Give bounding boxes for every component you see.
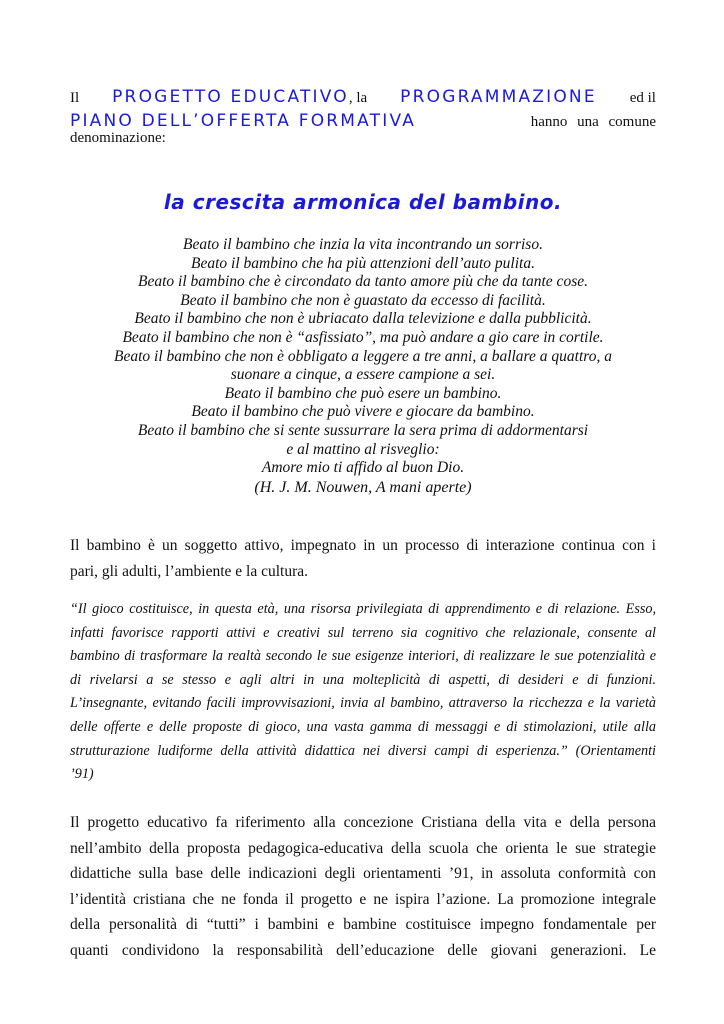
term-piano-offerta-formativa: PIANO DELL’OFFERTA FORMATIVA: [70, 111, 417, 131]
term-programmazione: PROGRAMMAZIONE: [400, 87, 597, 107]
quote-line: delle offerte e delle proposte di gioco, una vasta gamma di messaggi e di stimolazioni, utile alla: [70, 718, 656, 735]
quote-line: di rivelarsi a se stesso e agli altri in una molteplicità di aspetti, di desideri e di funzioni.: [70, 671, 656, 688]
poem-line: Beato il bambino che non è ubriacato dalla televizione e dalla pubblicità.: [134, 310, 592, 328]
section-heading: la crescita armonica del bambino.: [163, 190, 563, 214]
intro-word: , la: [348, 90, 368, 106]
quote-line: bambino di trasformare la realtà secondo le sue esigenze interiori, di realizzare le sue potenzialità e: [70, 648, 656, 665]
text-line: della personalità di “tutti” i bambini e bambine costituisce impegno fondamentale per: [70, 916, 656, 934]
poem-line: Beato il bambino che è circondato da tanto amore più che da tante cose.: [138, 273, 588, 291]
intro-word: ed il: [629, 90, 656, 106]
intro-word: hanno una comune: [530, 114, 656, 130]
intro-word: Il: [70, 90, 80, 106]
text-line: nell’ambito della proposta pedagogica-educativa della scuola che orienta le sue strategie: [70, 839, 656, 857]
poem-line: Amore mio ti affido al buon Dio.: [261, 459, 465, 477]
text-line: quanti condividono la responsabilità dell’educazione delle giovani generazioni. Le: [70, 941, 656, 959]
poem-line: Beato il bambino che inzia la vita incontrando un sorriso.: [183, 236, 543, 253]
poem-line: Beato il bambino che non è “asfissiato”, ma può andare a gio care in cortile.: [122, 328, 604, 346]
quote-line: L’insegnante, evitando facili improvvisazioni, invia al bambino, attraverso la ricchezza e la varietà: [70, 695, 656, 712]
poem-author: (H. J. M. Nouwen, A mani aperte): [254, 478, 472, 496]
intro-line-3: denominazione:: [70, 130, 166, 146]
text-line: pari, gli adulti, l’ambiente e la cultura.: [70, 563, 309, 580]
poem-line: Beato il bambino che può vivere e giocare da bambino.: [191, 403, 535, 421]
paragraph-progetto-educativo: [70, 810, 656, 964]
quote-line: ’91): [70, 766, 94, 783]
text-line: Il bambino è un soggetto attivo, impegnato in un processo di interazione continua con i: [70, 537, 656, 554]
poem-line: Beato il bambino che non è obbligato a leggere a tre anni, a ballare a quattro, a: [114, 347, 612, 365]
intro-line-1: [70, 86, 656, 110]
text-line: didattiche sulla base delle indicazioni degli orientamenti ’91, in assoluta conformità con: [70, 865, 656, 883]
intro-paragraph: [70, 86, 656, 146]
poem-line: Beato il bambino che non è guastato da eccesso di facilità.: [180, 291, 546, 309]
poem-line: suonare a cinque, a essere campione a sei.: [230, 366, 496, 384]
term-progetto-educativo: PROGETTO EDUCATIVO: [112, 87, 349, 107]
text-line: l’identità cristiana che ne fonda il progetto e ne ispira l’azione. La promozione integrale: [70, 890, 656, 908]
poem-line: Beato il bambino che si sente sussurrare la sera prima di addormentarsi: [137, 421, 589, 439]
poem-line: Beato il bambino che può esere un bambino.: [224, 384, 502, 402]
poem-line: e al mattino al risveglio:: [286, 440, 440, 458]
paragraph-bambino: [70, 533, 656, 585]
poem: [70, 236, 656, 498]
quote-line: “Il gioco costituisce, in questa età, una risorsa privilegiata di apprendimento e di relazione. Esso,: [70, 601, 656, 617]
quote-line: infatti favorisce rapporti attivi e creativi sul terreno sia cognitivo che relazionale, consente al: [70, 624, 656, 641]
poem-line: Beato il bambino che ha più attenzioni dell’auto pulita.: [191, 254, 535, 272]
quote-orientamenti: [70, 598, 656, 787]
text-line: Il progetto educativo fa riferimento alla concezione Cristiana della vita e della persona: [70, 814, 656, 831]
quote-line: strutturazione ludiforme della attività didattica nei diversi campi di esperienza.” (Orientamenti: [70, 742, 656, 759]
